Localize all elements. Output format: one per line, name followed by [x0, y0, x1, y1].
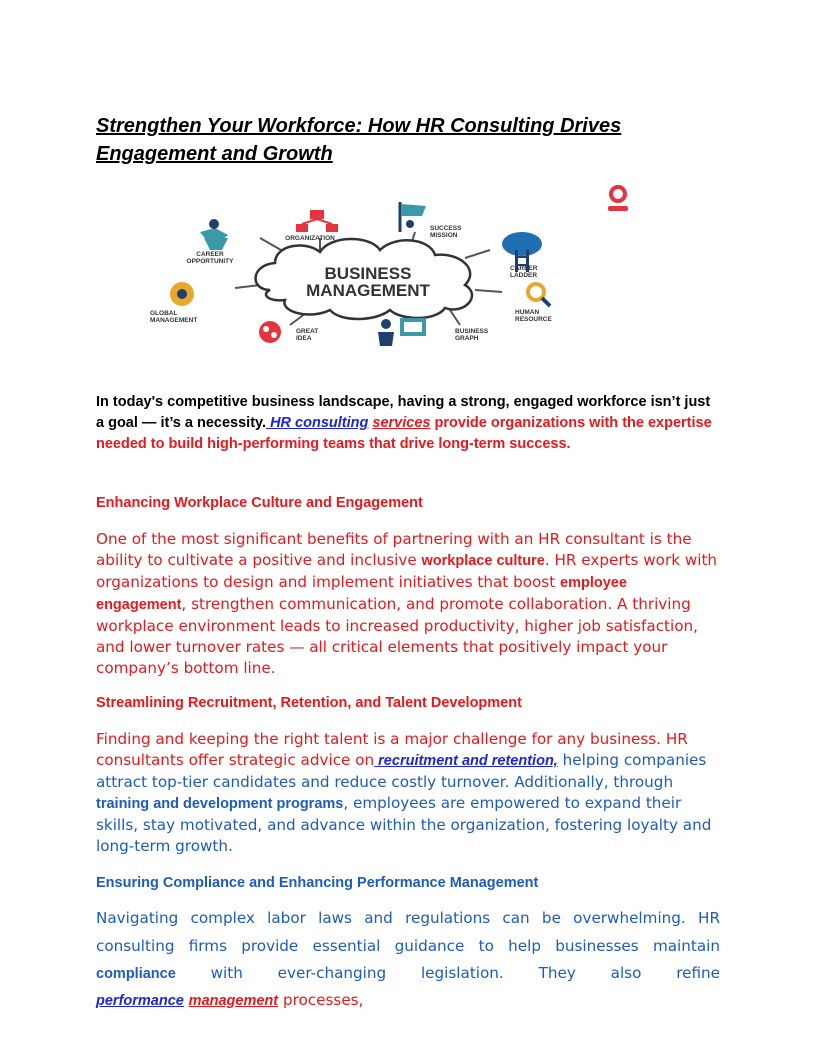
diagram-center-line2: MANAGEMENT — [306, 281, 430, 300]
section3-text-3: processes, — [278, 991, 364, 1009]
section1-text-3: , strengthen communication, and promote collaboration. A thriving workplace environment leads to increased productivity, higher job satisfaction, and lower turnover rates — all critical elements that positively impact your company’s bottom line. — [96, 595, 698, 677]
label-resource: RESOURCE — [515, 316, 552, 323]
section1-heading: Enhancing Workplace Culture and Engagement — [96, 495, 423, 511]
section2-text-1b: for any business. HR consultants offer strategic advice on — [96, 730, 688, 769]
label-great: GREAT — [296, 328, 319, 335]
section1-text-1: One of the most significant benefits of partnering with an HR consultant is the ability to cultivate a positive and inclusive — [96, 530, 692, 569]
section2-text-2: helping companies attract top-tier candidates and reduce costly turnover. Additionally, through — [96, 751, 707, 791]
section3-text-1: Navigating complex labor laws and regulations can be overwhelming. HR consulting firms provide essential guidance to help businesses maintain — [96, 909, 720, 955]
label-global: GLOBAL — [150, 310, 178, 317]
label-career-2: CAREER — [510, 265, 538, 272]
label-opportunity: OPPORTUNITY — [186, 258, 234, 265]
services-link[interactable]: services — [372, 415, 431, 431]
label-idea: IDEA — [296, 335, 312, 342]
section1-text-2: . HR experts work with organizations to design and implement initiatives that boost — [96, 551, 718, 591]
label-graph: GRAPH — [455, 335, 479, 342]
label-organization: ORGANIZATION — [285, 235, 335, 242]
label-success: SUCCESS — [430, 225, 462, 232]
label-career: CAREER — [196, 251, 224, 258]
compliance-keyword: compliance — [96, 966, 176, 982]
intro-paragraph — [96, 392, 720, 455]
management-link[interactable]: management — [188, 993, 279, 1009]
section2-paragraph — [96, 729, 720, 857]
section2-text-1: Finding and keeping the right talent is a major challenge — [96, 730, 527, 748]
section1-paragraph — [96, 529, 720, 679]
section3-paragraph — [96, 905, 720, 989]
intro-text-1: In today's competitive business landscape, having a strong, engaged workforce isn’t just a goal — it’s a necessity. — [96, 394, 711, 431]
employee-engagement-keyword: employee engagement — [96, 575, 627, 613]
performance-link[interactable]: performance — [96, 993, 184, 1009]
article-title: Strengthen Your Workforce: How HR Consulting Drives Engagement and Growth — [96, 115, 622, 165]
label-ladder: LADDER — [510, 272, 538, 279]
hr-consulting-link[interactable]: HR consulting — [266, 415, 369, 431]
recruitment-retention-link[interactable]: recruitment and retention, — [374, 753, 558, 769]
label-business: BUSINESS — [455, 328, 489, 335]
label-management: MANAGEMENT — [150, 317, 198, 324]
label-human: HUMAN — [515, 309, 540, 316]
section3-text-2: with ever-changing legislation. They also refine — [175, 964, 720, 982]
section2-heading: Streamlining Recruitment, Retention, and Talent Development — [96, 695, 522, 711]
brain-icon — [259, 321, 281, 343]
intro-text-2: provide organizations with the expertise needed to build high-performing teams that drive long-term success. — [96, 415, 712, 452]
label-mission: MISSION — [430, 232, 458, 239]
section3-last-line — [96, 987, 720, 1016]
section3-heading: Ensuring Compliance and Enhancing Performance Management — [96, 875, 539, 891]
business-management-diagram — [110, 180, 650, 370]
diagram-center-line1: BUSINESS — [324, 264, 412, 283]
workplace-culture-keyword: workplace culture — [421, 553, 545, 569]
gear-icon — [170, 282, 194, 306]
section2-text-3: , employees are empowered to expand their skills, stay motivated, and advance within the organization, fostering loyalty and long-term growth. — [96, 794, 712, 855]
training-programs-keyword: training and development programs — [96, 796, 344, 812]
